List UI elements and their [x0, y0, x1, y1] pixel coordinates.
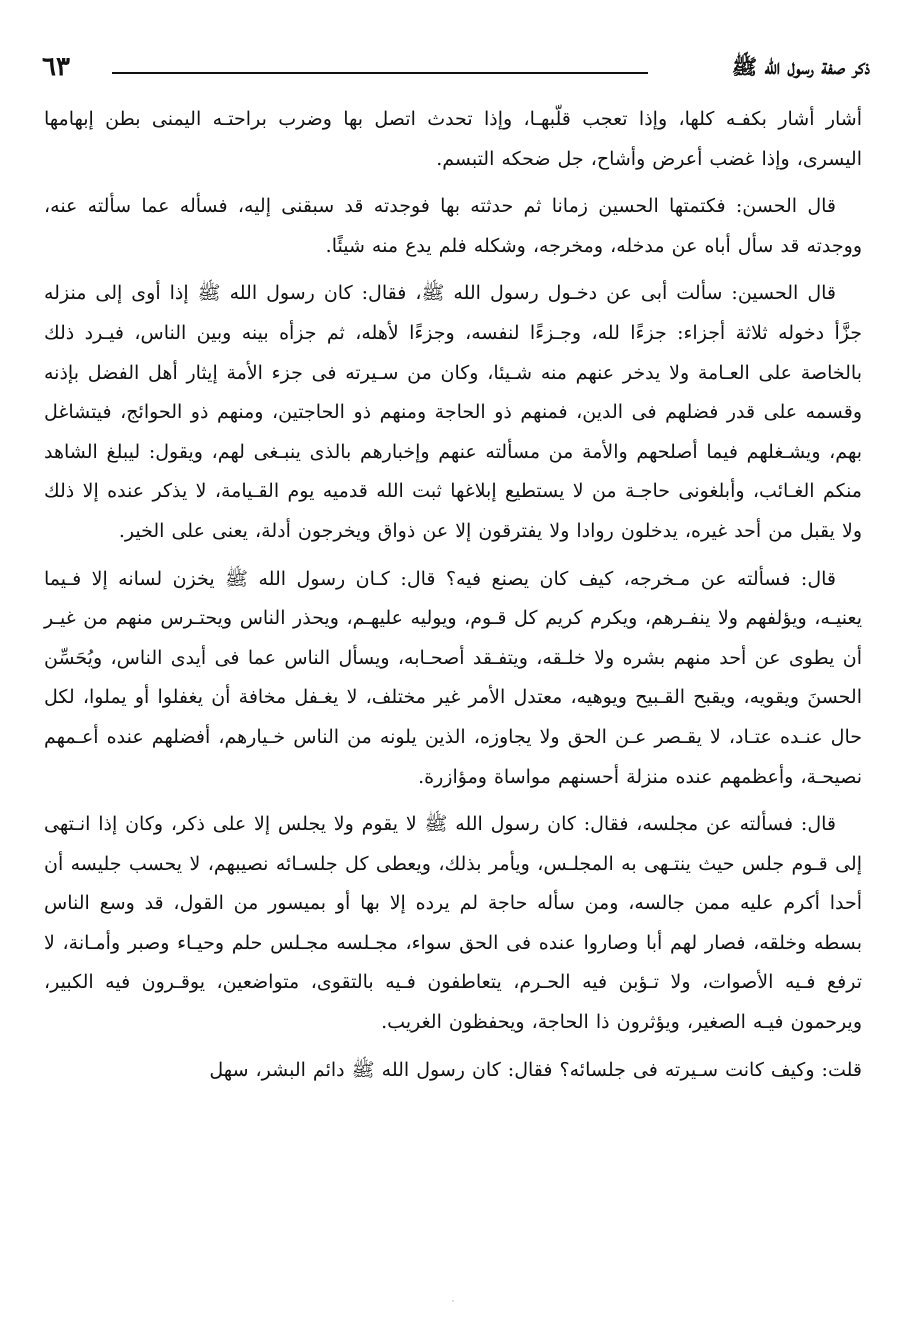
- running-title: ذكر صفة رسول الله ﷺ: [731, 54, 870, 79]
- paragraph-2: قال الحسن: فكتمتها الحسين زمانا ثم حدثته بها فوجدته قد سبقنى إليه، فسأله عما سألته عنه، ووجدته قد سأل أباه عن مدخله، ومخرجه، وشكله فلم يدع منه شيئًا.: [44, 195, 862, 257]
- page-number: ٦٣: [42, 52, 70, 82]
- paragraph-4: قال: فسألته عن مـخرجه، كيف كان يصنع فيه؟ قال: كـان رسول الله ﷺ يخزن لسانه إلا فـيما يعنيـه، ويؤلفهم ولا ينفـرهم، ويكرم كريم كل قـوم، ويوليه عليهـم، ويحذر الناس ويحتـرس منهم من غيـر أن يطوى عن أحد منهم بشره ولا خلـقه، ويتفـقد أصحـابه، ويسأل الناس عما فى أيدى الناس، ويُحَسِّن الحسنَ ويقويه، ويقبح القـبيح ويوهيه، معتدل الأمر غير مختلف، لا يغـفل مخافة أن يغفلوا أو يملوا، لكل حال عنـده عتـاد، لا يقـصر عـن الحق ولا يجاوزه، الذين يلونه من الناس خـيارهم، أفضلهم عنده أعـمهم نصيحـة، وأعظمهم عنده منزلة أحسنهم مواساة ومؤازرة.: [44, 567, 862, 788]
- page-header: [36, 42, 870, 90]
- scan-speck: [452, 1300, 454, 1302]
- paragraph-1: أشار أشار بكفـه كلها، وإذا تعجب قلّبهـا، وإذا تحدث اتصل بها وضرب براحتـه اليمنى بطن إبهامها اليسرى، وإذا غضب أعرض وأشاح، جل ضحكه التبسم.: [44, 108, 862, 170]
- header-rule: [112, 72, 648, 74]
- paragraph-5: قال: فسألته عن مجلسه، فقال: كان رسول الله ﷺ لا يقوم ولا يجلس إلا على ذكر، وكان إذا انـتهى إلى قـوم جلس حيث ينتـهى به المجلـس، ويأمر بذلك، ويعطى كل جلسـائه نصيبهم، لا يحسب جليسه أن أحدا أكرم عليه ممن جالسه، ومن سأله حاجة لم يرده إلا بها أو بميسور من القول، قد وسع الناس بسطه وخلقه، فصار لهم أبا وصاروا عنده فى الحق سواء، مجـلسه مجـلس حلم وحيـاء وصبر وأمـانة، لا ترفع فـيه الأصوات، ولا تـؤبن فيه الحـرم، يتعاطفون فـيه بالتقوى، متواضعين، يوقـرون فيه الكبير، ويرحمون فيـه الصغير، ويؤثرون ذا الحاجة، ويحفظون الغريب.: [44, 813, 862, 1034]
- paragraph-3: قال الحسين: سألت أبى عن دخـول رسول الله ﷺ، فقال: كان رسول الله ﷺ إذا أوى إلى منزله جزَّأ دخوله ثلاثة أجزاء: جزءًا لله، وجـزءًا لنفسه، وجزءًا لأهله، ثم جزأه بينه وبين الناس، فيـرد ذلك بالخاصة على العـامة ولا يدخر عنهم منه شـيئا، وكان من سـيرته فى جزء الأمة إيثار أهل الفضل بإذنه وقسمه على قدر فضلهم فى الدين، فمنهم ذو الحاجة ومنهم ذو الحاجتين، ومنهم ذو الحوائج، فيتشاغل بهم، ويشـغلهم فيما أصلحهم والأمة من مسألته عنهم وإخبارهم بالذى ينبـغى لهم، ويقول: ليبلغ الشاهد منكم الغـائب، وأبلغونى حاجـة من لا يستطيع إبلاغها ثبت الله قدميه يوم القـيامة، لا يذكر عنده إلا ذلك ولا يقبل من أحد غيره، يدخلون روادا ولا يفترقون إلا عن ذواق ويخرجون أدلة، يعنى على الخير.: [44, 282, 862, 542]
- paragraph-6: قلت: وكيف كانت سـيرته فى جلسائه؟ فقال: كان رسول الله ﷺ دائم البشر، سهل: [209, 1058, 862, 1081]
- body-text: [44, 100, 862, 1098]
